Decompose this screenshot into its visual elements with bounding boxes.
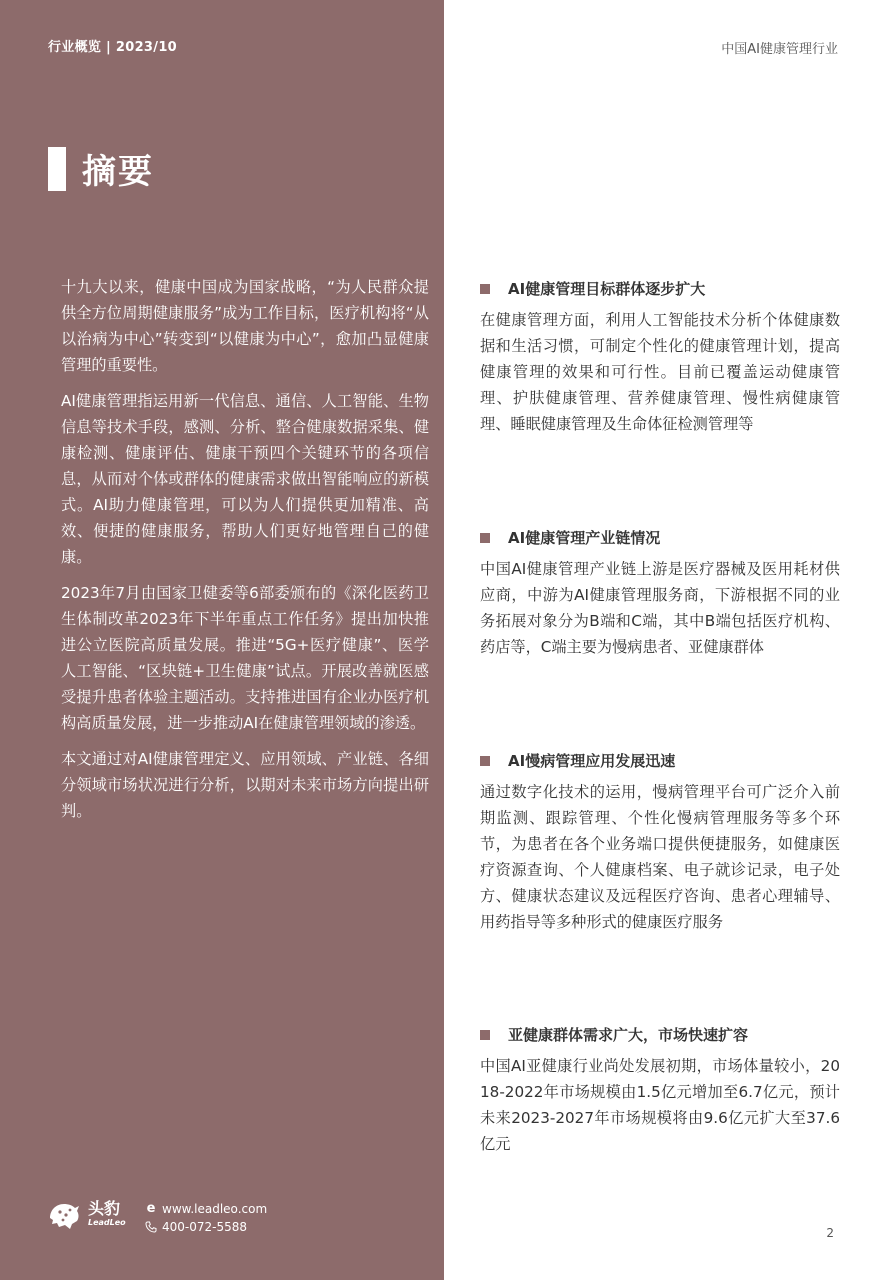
summary-paragraph: 十九大以来，健康中国成为国家战略，“为人民群众提供全方位周期健康服务”成为工作目标，医疗机构将“从以治病为中心”转变到“以健康为中心”，愈加凸显健康管理的重要性。 bbox=[61, 278, 429, 374]
summary-body bbox=[61, 274, 429, 834]
section-target-group bbox=[480, 278, 840, 437]
section-heading-text: AI慢病管理应用发展迅速 bbox=[508, 752, 676, 770]
section-heading-text: AI健康管理产业链情况 bbox=[508, 529, 661, 547]
section-heading-text: 亚健康群体需求广大，市场快速扩容 bbox=[508, 1026, 749, 1044]
web-icon: e bbox=[146, 1201, 156, 1216]
logo-en-text: LeadLeo bbox=[88, 1218, 126, 1227]
square-bullet-icon bbox=[480, 533, 490, 543]
section-industry-chain bbox=[480, 527, 840, 660]
summary-paragraph: 2023年7月由国家卫健委等6部委颁布的《深化医药卫生体制改革2023年下半年重点工作任务》提出加快推进公立医院高质量发展。推进“5G+医疗健康”、医学人工智能、“区块链+卫生健康”试点。开展改善就医感受提升患者体验主题活动。支持推进国有企业办医疗机构高质量发展，进一步推动AI在健康管理领域的渗透。 bbox=[61, 584, 429, 732]
phone-icon bbox=[144, 1220, 158, 1234]
summary-paragraph: AI健康管理指运用新一代信息、通信、人工智能、生物信息等技术手段，感测、分析、整合健康数据采集、健康检测、健康评估、健康干预四个关键环节的各项信息，从而对个体或群体的健康需求做出智能响应的新模式。AI助力健康管理，可以为人们提供更加精准、高效、便捷的健康服务，帮助人们更好地管理自己的健康。 bbox=[61, 392, 429, 566]
square-bullet-icon bbox=[480, 1030, 490, 1040]
page-number: 2 bbox=[826, 1226, 834, 1240]
report-date-label: 行业概览 | 2023/10 bbox=[48, 40, 178, 55]
contact-info bbox=[144, 1200, 267, 1236]
section-body: 中国AI亚健康行业尚处发展初期，市场体量较小，2018-2022年市场规模由1.5亿元增加至6.7亿元，预计未来2023-2027年市场规模将由9.6亿元扩大至37.6亿元 bbox=[480, 1057, 840, 1153]
phone-number: 400-072-5588 bbox=[162, 1220, 248, 1234]
phone-row bbox=[144, 1218, 267, 1236]
section-heading bbox=[480, 1024, 840, 1045]
section-heading bbox=[480, 527, 840, 548]
website-link[interactable]: www.leadleo.com bbox=[162, 1202, 268, 1216]
leopard-logo-icon bbox=[46, 1196, 82, 1232]
page-title-text: 摘要 bbox=[82, 152, 154, 192]
section-heading-text: AI健康管理目标群体逐步扩大 bbox=[508, 280, 706, 298]
section-chronic-disease bbox=[480, 750, 840, 935]
square-bullet-icon bbox=[480, 756, 490, 766]
page-title bbox=[48, 144, 154, 193]
square-bullet-icon bbox=[480, 284, 490, 294]
section-body: 在健康管理方面，利用人工智能技术分析个体健康数据和生活习惯，可制定个性化的健康管理计划，提高健康管理的效果和可行性。目前已覆盖运动健康管理、护肤健康管理、营养健康管理、慢性病健康管理、睡眠健康管理及生命体征检测管理等 bbox=[480, 311, 840, 433]
section-body: 通过数字化技术的运用，慢病管理平台可广泛介入前期监测、跟踪管理、个性化慢病管理服务等多个环节，为患者在各个业务端口提供便捷服务，如健康医疗资源查询、个人健康档案、电子就诊记录，电子处方、健康状态建议及远程医疗咨询、患者心理辅导、用药指导等多种形式的健康医疗服务 bbox=[480, 783, 840, 931]
section-heading bbox=[480, 750, 840, 771]
report-topic-label: 中国AI健康管理行业 bbox=[721, 42, 838, 57]
title-bar-decoration bbox=[48, 147, 66, 191]
summary-paragraph: 本文通过对AI健康管理定义、应用领域、产业链、各细分领域市场状况进行分析，以期对未来市场方向提出研判。 bbox=[61, 750, 429, 820]
logo-cn-text: 头豹 bbox=[88, 1199, 121, 1218]
leadleo-logo bbox=[46, 1196, 126, 1232]
section-body: 中国AI健康管理产业链上游是医疗器械及医用耗材供应商，中游为AI健康管理服务商，下游根据不同的业务拓展对象分为B端和C端，其中B端包括医疗机构、药店等，C端主要为慢病患者、亚健康群体 bbox=[480, 560, 840, 656]
website-row bbox=[144, 1200, 267, 1218]
section-heading bbox=[480, 278, 840, 299]
section-subhealth-market bbox=[480, 1024, 840, 1157]
